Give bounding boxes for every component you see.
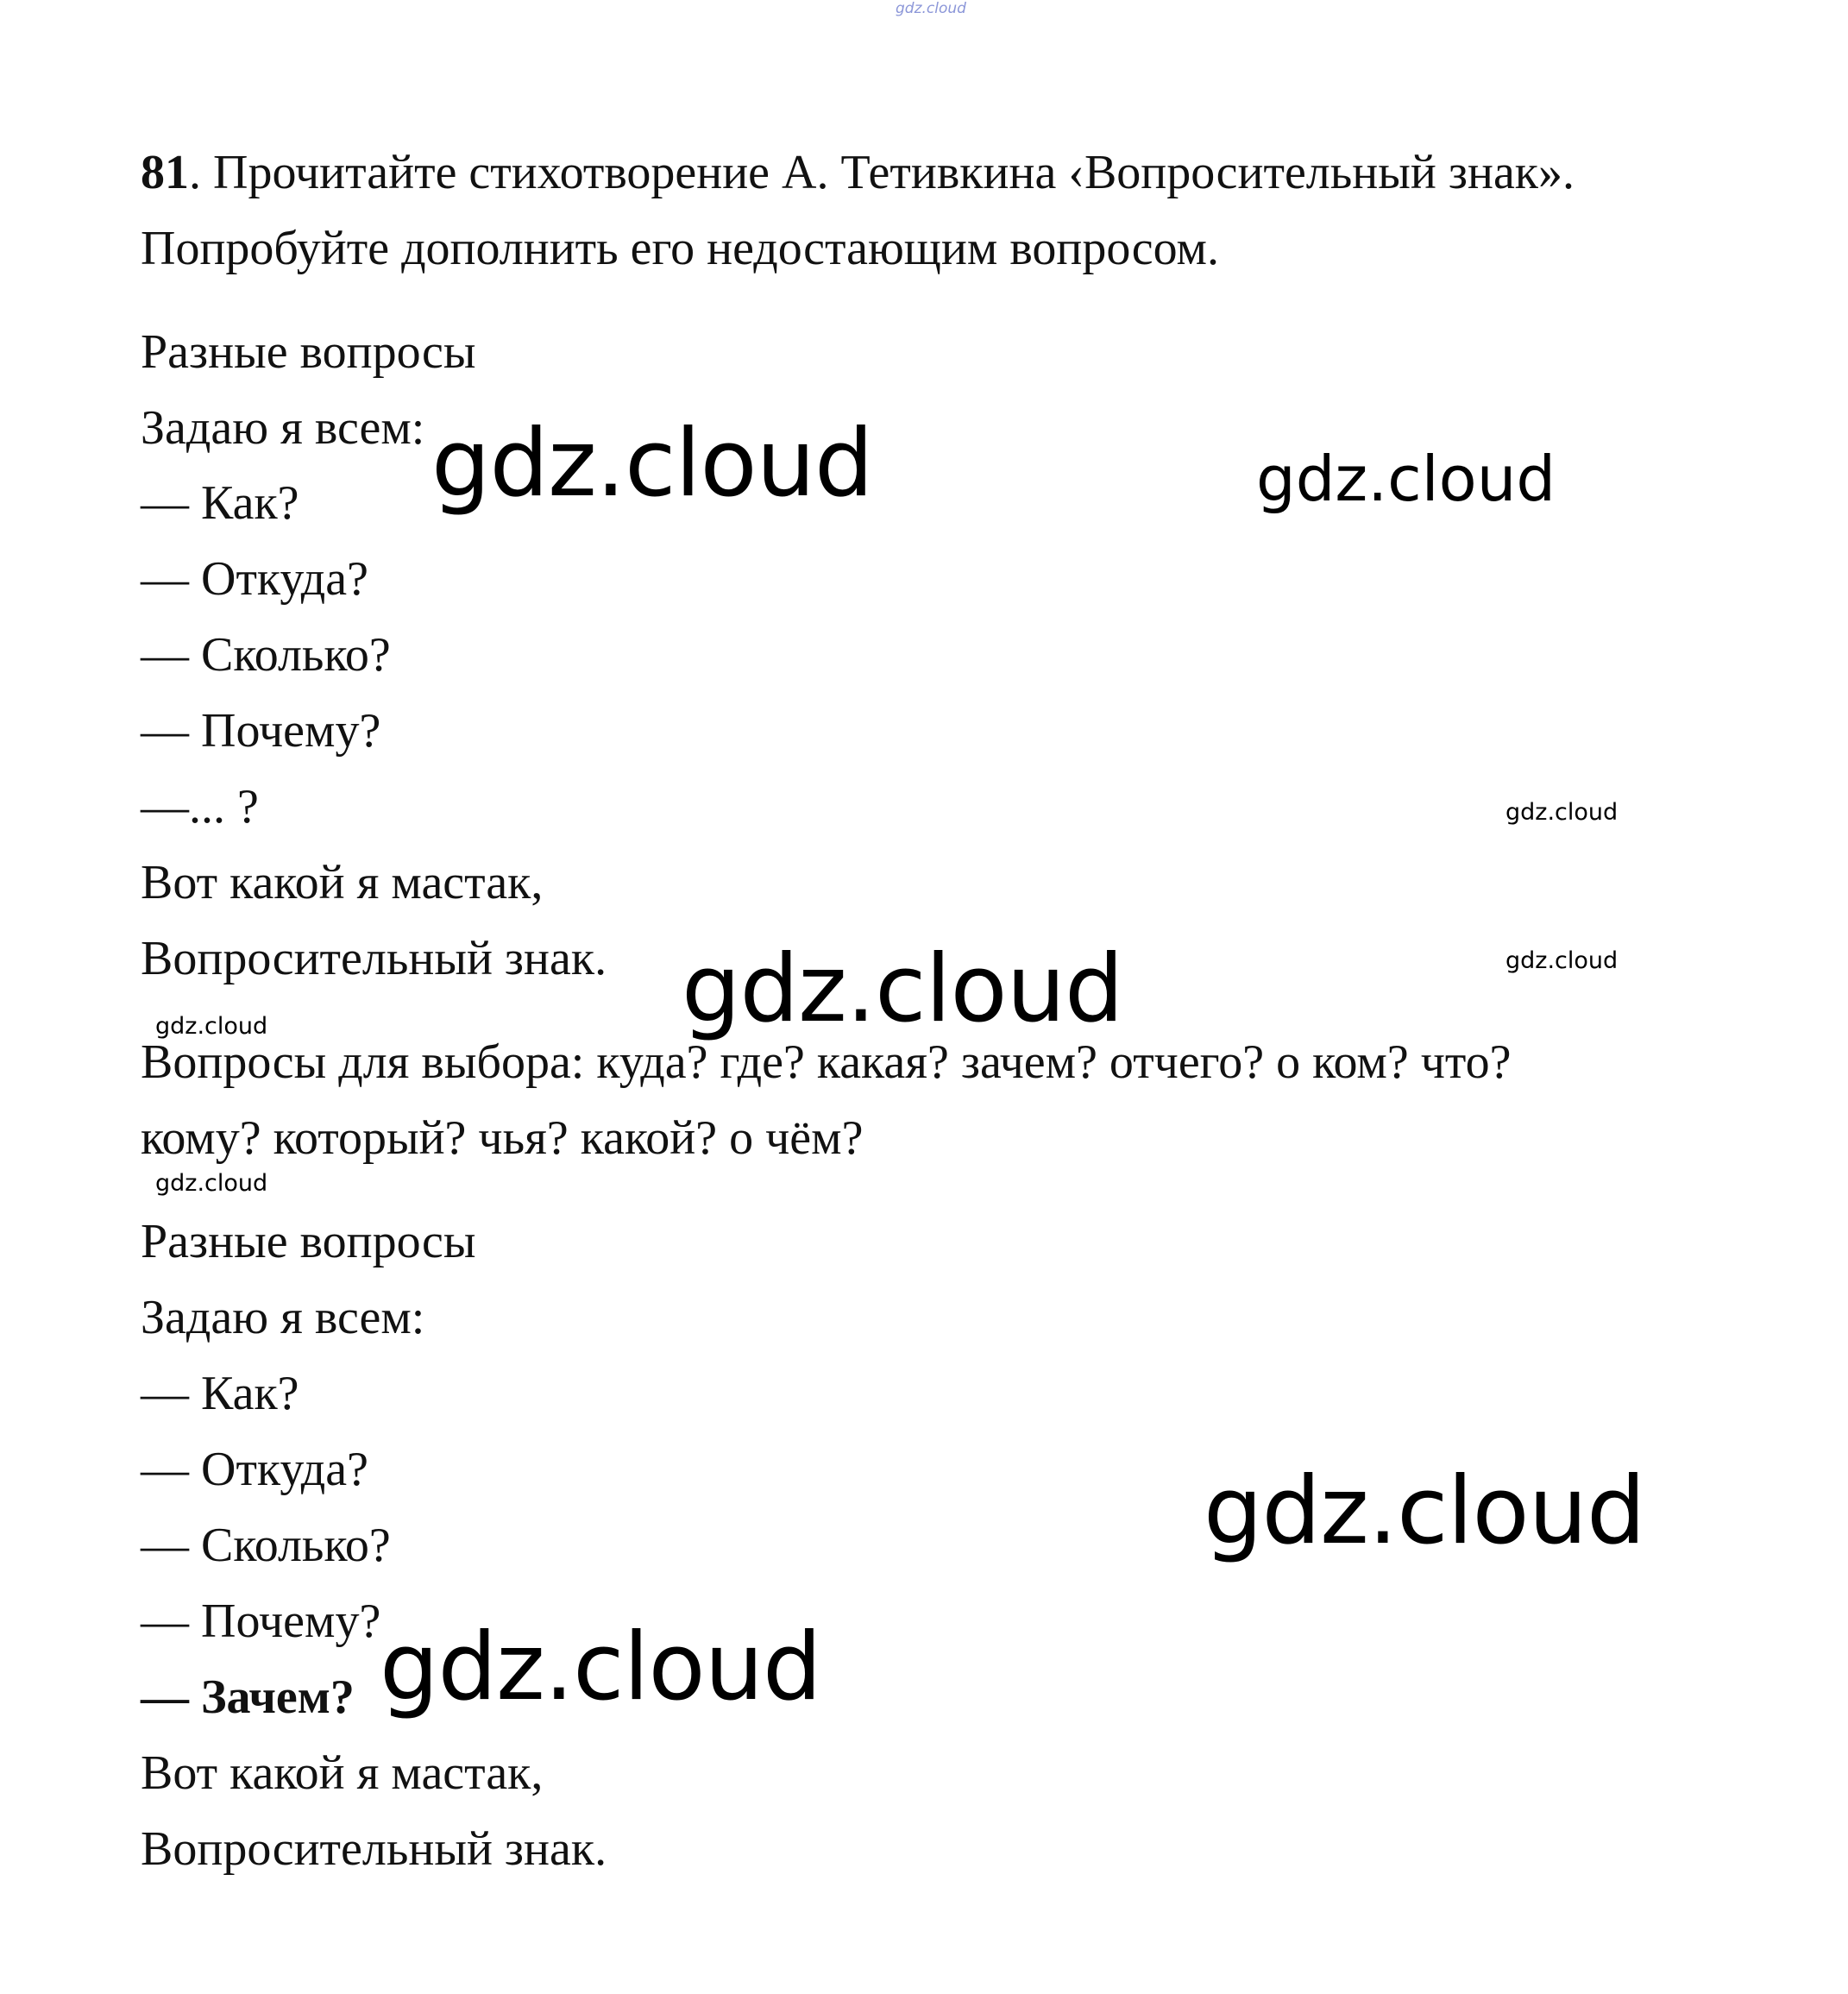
task-text-1: . Прочитайте стихотворение А. Тетивкина ‹Вопросительный знак».: [189, 146, 1575, 199]
poem-line: Вопросительный знак.: [141, 932, 607, 985]
watermark-top: gdz.cloud: [896, 0, 966, 17]
watermark-medium-1: gdz.cloud: [1256, 443, 1556, 515]
watermark-large-4: gdz.cloud: [380, 1613, 821, 1721]
answer-line: — Откуда?: [141, 1443, 369, 1496]
task-statement-line-2: Попробуйте дополнить его недостающим вопросом.: [141, 222, 1219, 275]
poem-line: Задаю я всем:: [141, 401, 425, 455]
watermark-large-3: gdz.cloud: [1204, 1457, 1645, 1565]
watermark-small-2: gdz.cloud: [1505, 947, 1619, 974]
poem-line: Разные вопросы: [141, 325, 476, 379]
poem-line: — Как?: [141, 476, 299, 530]
answer-line: — Почему?: [141, 1595, 381, 1648]
watermark-small-4: gdz.cloud: [155, 1170, 268, 1197]
poem-line: — Откуда?: [141, 552, 369, 606]
watermark-small-3: gdz.cloud: [155, 1013, 268, 1040]
watermark-large-1: gdz.cloud: [431, 410, 873, 518]
answer-ending-line: Вот какой я мастак,: [141, 1746, 544, 1800]
watermark-small-1: gdz.cloud: [1505, 799, 1619, 826]
choices-line-2: кому? который? чья? какой? о чём?: [141, 1111, 864, 1165]
poem-line: Вот какой я мастак,: [141, 856, 544, 909]
answer-line: — Как?: [141, 1367, 299, 1420]
answer-line: Разные вопросы: [141, 1215, 476, 1268]
task-statement-line-1: [141, 145, 1575, 200]
answer-missing-line: — Зачем?: [141, 1670, 355, 1724]
watermark-large-2: gdz.cloud: [682, 935, 1123, 1043]
answer-line: Задаю я всем:: [141, 1291, 425, 1344]
poem-line-missing: —... ?: [141, 780, 259, 833]
poem-line: — Сколько?: [141, 628, 391, 682]
answer-line: — Сколько?: [141, 1519, 391, 1572]
task-number: 81: [141, 146, 189, 199]
answer-ending-line: Вопросительный знак.: [141, 1822, 607, 1876]
poem-line: — Почему?: [141, 704, 381, 758]
choices-line-1: Вопросы для выбора: куда? где? какая? зачем? отчего? о ком? что?: [141, 1035, 1512, 1089]
